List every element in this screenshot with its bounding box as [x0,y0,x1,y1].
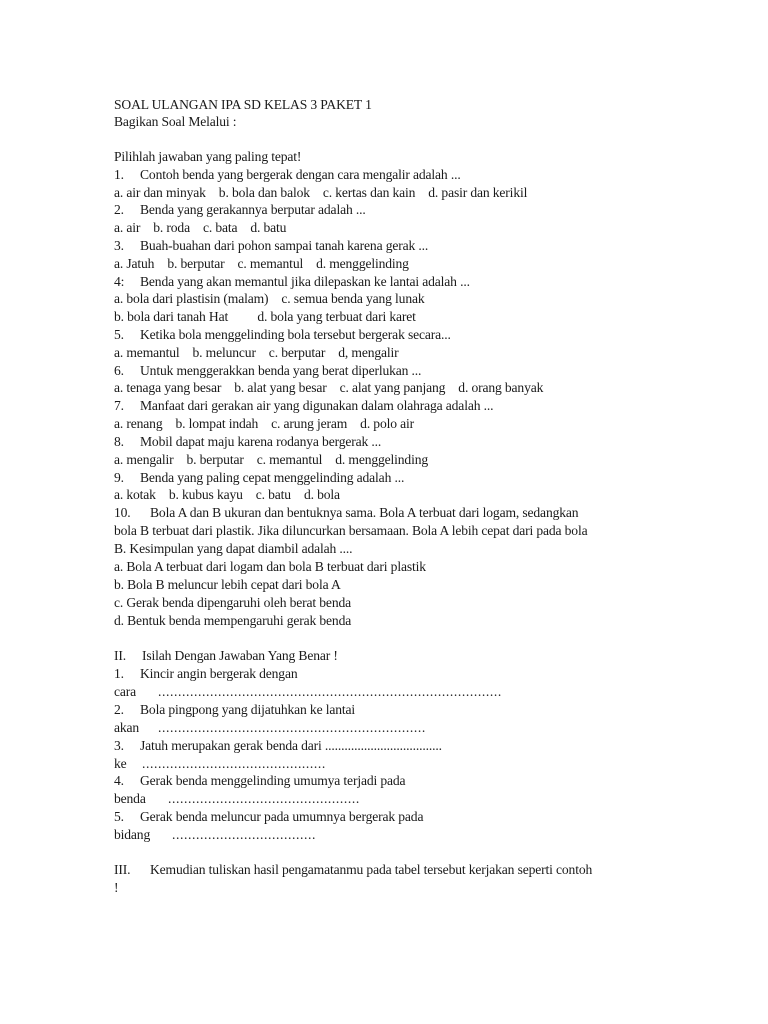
answer-option: a. Bola A terbuat dari logam dan bola B terbuat dari plastik [114,559,426,574]
answer-options: a. air dan minyak b. bola dan balok c. kertas dan kain d. pasir dan kerikil [114,185,528,200]
answer-option: c. Gerak benda dipengaruhi oleh berat benda [114,595,351,610]
question-line: 4: Benda yang akan memantul jika dilepaskan ke lantai adalah ... [114,274,470,289]
answer-options: a. air b. roda c. bata d. batu [114,220,287,235]
answer-options: a. memantul b. meluncur c. berputar d, mengalir [114,345,399,360]
fill-blank-line: ke .............................................. [114,756,326,771]
section2-heading: II. Isilah Dengan Jawaban Yang Benar ! [114,648,338,663]
section3-instruction: III. Kemudian tuliskan hasil pengamatanmu pada tabel tersebut kerjakan seperti contoh [114,862,593,877]
fill-item: 2. Bola pingpong yang dijatuhkan ke lantai [114,702,356,717]
question-text: B. Kesimpulan yang dapat diambil adalah .... [114,541,353,556]
question-line: 9. Benda yang paling cepat menggelinding adalah ... [114,470,405,485]
fill-blank-line: akan ................................................................... [114,720,426,735]
fill-blank-line: benda ................................................ [114,791,360,806]
answer-options: b. bola dari tanah Hat d. bola yang terbuat dari karet [114,309,416,324]
question-line: 3. Buah-buahan dari pohon sampai tanah karena gerak ... [114,238,429,253]
section1-heading: Pilihlah jawaban yang paling tepat! [114,149,302,164]
question-line: 8. Mobil dapat maju karena rodanya bergerak ... [114,434,382,449]
answer-options: a. bola dari plastisin (malam) c. semua benda yang lunak [114,291,425,306]
fill-item: 4. Gerak benda menggelinding umumya terjadi pada [114,773,406,788]
fill-blank-line: cara ...................................................................................... [114,684,502,699]
section3-continuation: ! [114,880,119,895]
question-line: 1. Contoh benda yang bergerak dengan cara mengalir adalah ... [114,167,461,182]
question-line: 6. Untuk menggerakkan benda yang berat diperlukan ... [114,363,422,378]
answer-options: a. mengalir b. berputar c. memantul d. menggelinding [114,452,428,467]
answer-options: a. Jatuh b. berputar c. memantul d. menggelinding [114,256,409,271]
fill-item: 3. Jatuh merupakan gerak benda dari .................................... [114,738,442,753]
question-line: 7. Manfaat dari gerakan air yang digunakan dalam olahraga adalah ... [114,398,494,413]
answer-options: a. kotak b. kubus kayu c. batu d. bola [114,487,340,502]
question-line: 5. Ketika bola menggelinding bola tersebut bergerak secara... [114,327,451,342]
question-line: 2. Benda yang gerakannya berputar adalah ... [114,202,366,217]
document-title: SOAL ULANGAN IPA SD KELAS 3 PAKET 1 [114,97,372,112]
answer-option: b. Bola B meluncur lebih cepat dari bola A [114,577,341,592]
question-line: 10. Bola A dan B ukuran dan bentuknya sama. Bola A terbuat dari logam, sedangkan [114,505,579,520]
answer-options: a. renang b. lompat indah c. arung jeram d. polo air [114,416,415,431]
fill-item: 1. Kincir angin bergerak dengan [114,666,298,681]
share-label: Bagikan Soal Melalui : [114,114,237,129]
question-text: bola B terbuat dari plastik. Jika diluncurkan bersamaan. Bola A lebih cepat dari pada bola [114,523,588,538]
answer-option: d. Bentuk benda mempengaruhi gerak benda [114,613,352,628]
fill-item: 5. Gerak benda meluncur pada umumnya bergerak pada [114,809,424,824]
answer-options: a. tenaga yang besar b. alat yang besar c. alat yang panjang d. orang banyak [114,380,544,395]
fill-blank-line: bidang .................................... [114,827,316,842]
